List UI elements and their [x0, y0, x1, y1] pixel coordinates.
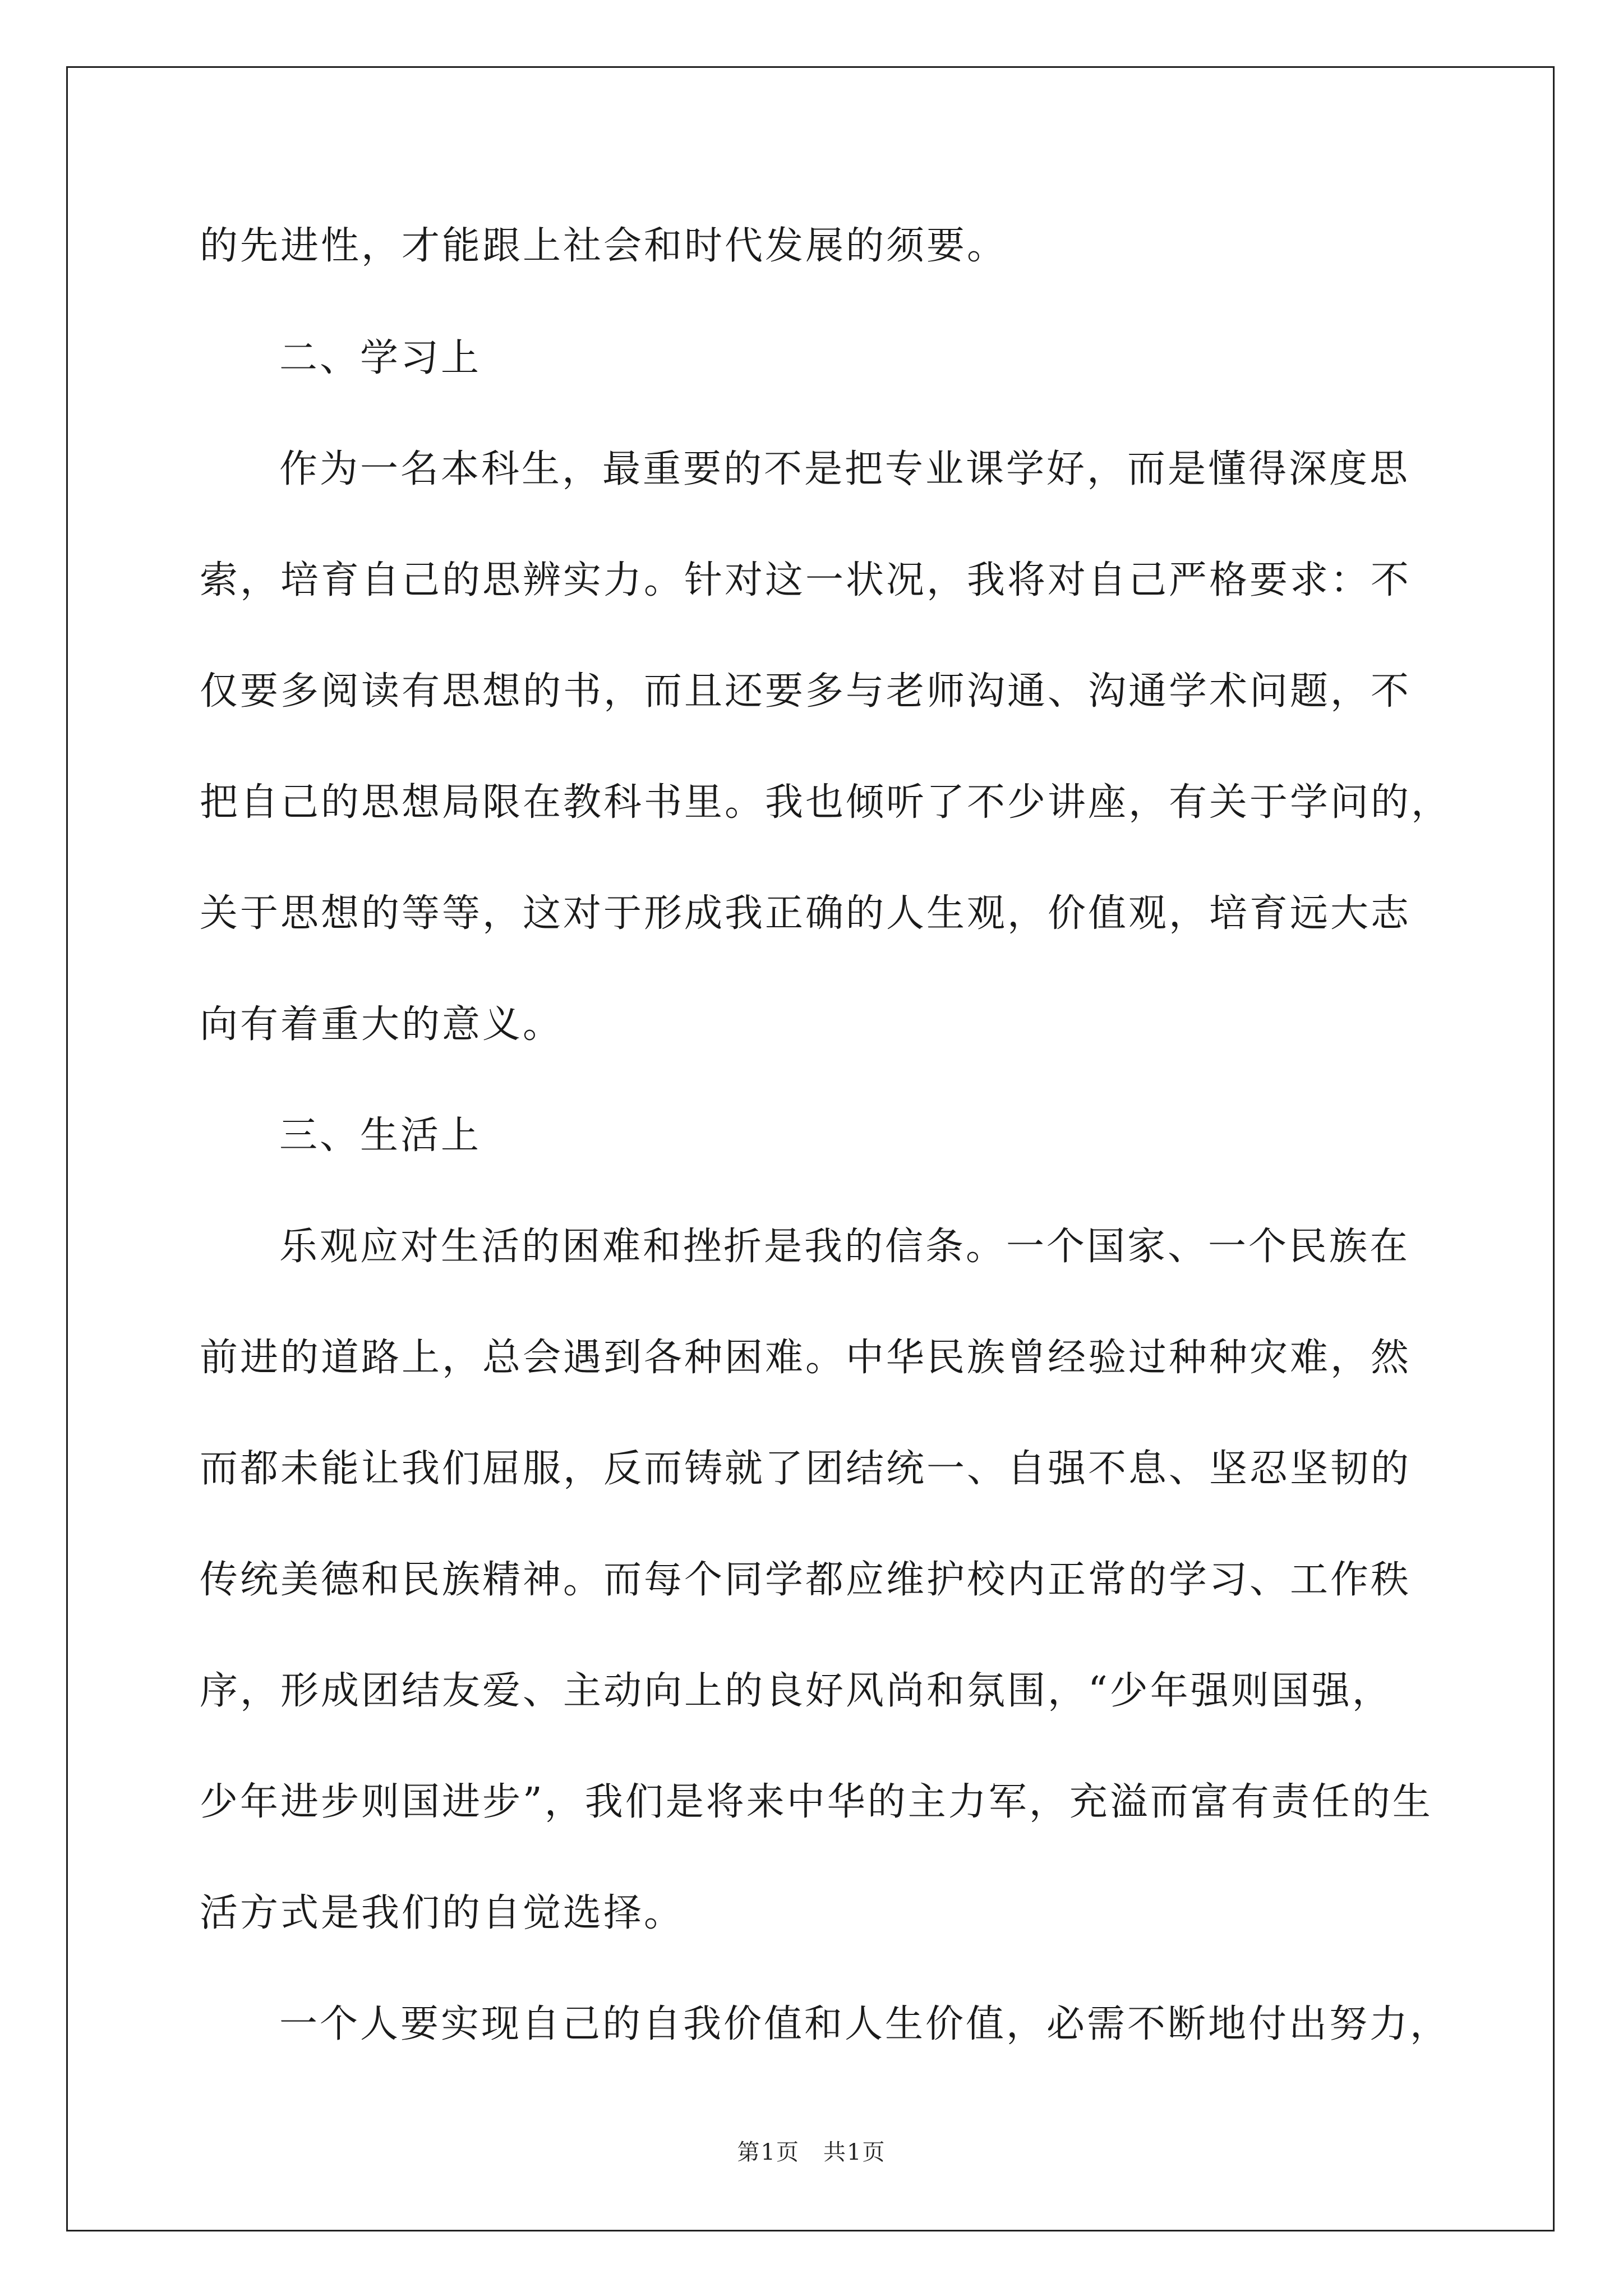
text-line: 活方式是我们的自觉选择。	[200, 1891, 685, 1935]
text-line: 少年进步则国进步”，我们是将来中华的主力军，充溢而富有责任的生	[200, 1780, 1433, 1824]
text-line: 乐观应对生活的困难和挫折是我的信条。一个国家、一个民族在	[279, 1225, 1410, 1269]
section-heading-life: 三、生活上	[279, 1114, 482, 1158]
text-line: 向有着重大的意义。	[200, 1002, 564, 1047]
text-line: 仅要多阅读有思想的书，而且还要多与老师沟通、沟通学术问题，不	[200, 669, 1412, 714]
text-line: 传统美德和民族精神。而每个同学都应维护校内正常的学习、工作秩	[200, 1558, 1412, 1602]
text-line: 作为一名本科生，最重要的不是把专业课学好，而是懂得深度思	[279, 447, 1410, 491]
text-line: 序，形成团结友爱、主动向上的良好风尚和氛围，“少年强则国强，	[200, 1669, 1393, 1713]
section-heading-study: 二、学习上	[279, 336, 482, 380]
text-line: 索，培育自己的思辨实力。针对这一状况，我将对自己严格要求：不	[200, 558, 1412, 602]
text-line: 一个人要实现自己的自我价值和人生价值，必需不断地付出努力，	[279, 2002, 1451, 2046]
text-line: 把自己的思想局限在教科书里。我也倾听了不少讲座，有关于学问的，	[200, 780, 1452, 825]
text-line: 关于思想的等等，这对于形成我正确的人生观，价值观，培育远大志	[200, 891, 1412, 936]
page-number-footer: 第1页 共1页	[737, 2139, 886, 2165]
text-line: 前进的道路上，总会遇到各种困难。中华民族曾经验过种种灾难，然	[200, 1336, 1412, 1380]
text-line: 而都未能让我们屈服，反而铸就了团结统一、自强不息、坚忍坚韧的	[200, 1447, 1412, 1491]
text-line: 的先进性，才能跟上社会和时代发展的须要。	[200, 224, 1008, 268]
